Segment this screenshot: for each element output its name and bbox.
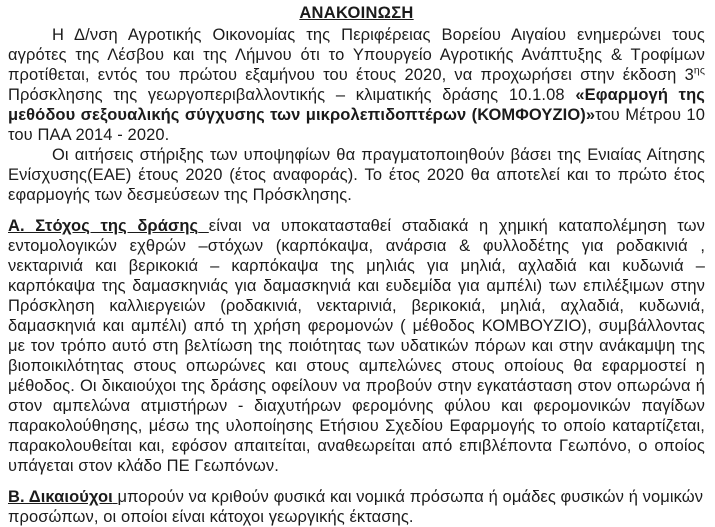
- program-title-bold: «Εφαρμογή της μεθόδου σεξουαλικής σύγχυσης των μικρολεπιδοπτέρων (ΚΟΜΦΟΥΖΙΟ)»: [8, 86, 705, 124]
- section-b-heading: Β. Δικαιούχοι: [8, 488, 113, 506]
- paragraph-intro-text-start: Η Δ/νση Αγροτικής Οικονομίας της Περιφέρειας Βορείου Αιγαίου ενημερώνει τους αγρότες της Λέσβου και της Λήμνου ότι το Υπουργείο Αγροτικής Ανάπτυξης & Τροφίμων προτίθεται, εντός του πρώτου εξαμήνου του έτους 2020, να προχωρήσει στην έκδοση 3: [8, 26, 705, 84]
- paragraph-intro-text-end: του Μέτρου 10 του ΠΑΑ 2014 - 2020.: [8, 106, 705, 144]
- section-a: [8, 216, 705, 476]
- section-b: [8, 487, 705, 527]
- section-a-heading: Α. Στόχος της δράσης: [8, 217, 199, 235]
- document-title: ΑΝΑΚΟΙΝΩΣΗ: [299, 4, 414, 22]
- paragraph-intro-text-mid: Πρόσκλησης της γεωργοπεριβαλλοντικής – κλιματικής δράσης 10.1.08: [8, 86, 576, 104]
- ordinal-superscript: ης: [693, 64, 705, 77]
- section-b-body: μπορούν να κριθούν φυσικά και νομικά πρόσωπα ή ομάδες φυσικών ή νομικών προσώπων, οι οποίοι είναι κάτοχοι γεωργικής έκτασης.: [8, 488, 704, 526]
- paragraph-intro: [8, 25, 705, 145]
- section-a-body: είναι να υποκατασταθεί σταδιακά η χημική καταπολέμηση των εντομολογικών εχθρών –στόχων (καρπόκαψα, ανάρσια & φυλλοδέτης για ροδακινιά , νεκταρινιά και βερικοκιά – καρπόκαψα της μηλιάς για μηλιά, αχλαδιά και κυδωνιά – καρπόκαψα της δαμασκηνιάς για δαμασκηνιά και ευδεμίδα για αμπέλι) των επιλέξιμων στην Πρόσκληση καλλιεργειών (ροδακινιά, νεκταρινιά, βερικοκιά, μηλιά, αχλαδιά, κυδωνιά, δαμασκηνιά και αμπέλι) από τη χρήση φερομονών ( μέθοδος ΚΟΜΒΟΥΖΙΟ), συμβάλλοντας με τον τρόπο αυτό στη βελτίωση της ποιότητας των υδατικών πόρων και στην ανάκαμψη της βιοποικιλότητας στους οπωρώνες και στους αμπελώνες στους οποίους θα εφαρμοστεί η μέθοδος. Οι δικαιούχοι της δράσης οφείλουν να προβούν στην εγκατάσταση στον οπωρώνα ή στον αμπελώνα ατμιστήρων - διαχυτήρων φερομόνης φύλου και φερομονικών παγίδων παρακολούθησης, μέσω της υλοποίησης Ετήσιου Σχεδίου Εφαρμογής το οποίο καταρτίζεται, παρακολουθείται και, εφόσον απαιτείται, αναθεωρείται από επιβλέποντα Γεωπόνο, ο οποίος υπάγεται στον κλάδο ΠΕ Γεωπόνων.: [8, 217, 706, 475]
- paragraph-applications-text: Οι αιτήσεις στήριξης των υποψηφίων θα πραγματοποιηθούν βάσει της Ενιαίας Αίτησης Ενίσχυσης(ΕΑΕ) έτους 2020 (έτος αναφοράς). Το έτος 2020 θα αποτελεί και το πρώτο έτος εφαρμογής των δεσμεύσεων της Πρόσκλησης.: [8, 146, 705, 204]
- paragraph-applications: [8, 145, 705, 205]
